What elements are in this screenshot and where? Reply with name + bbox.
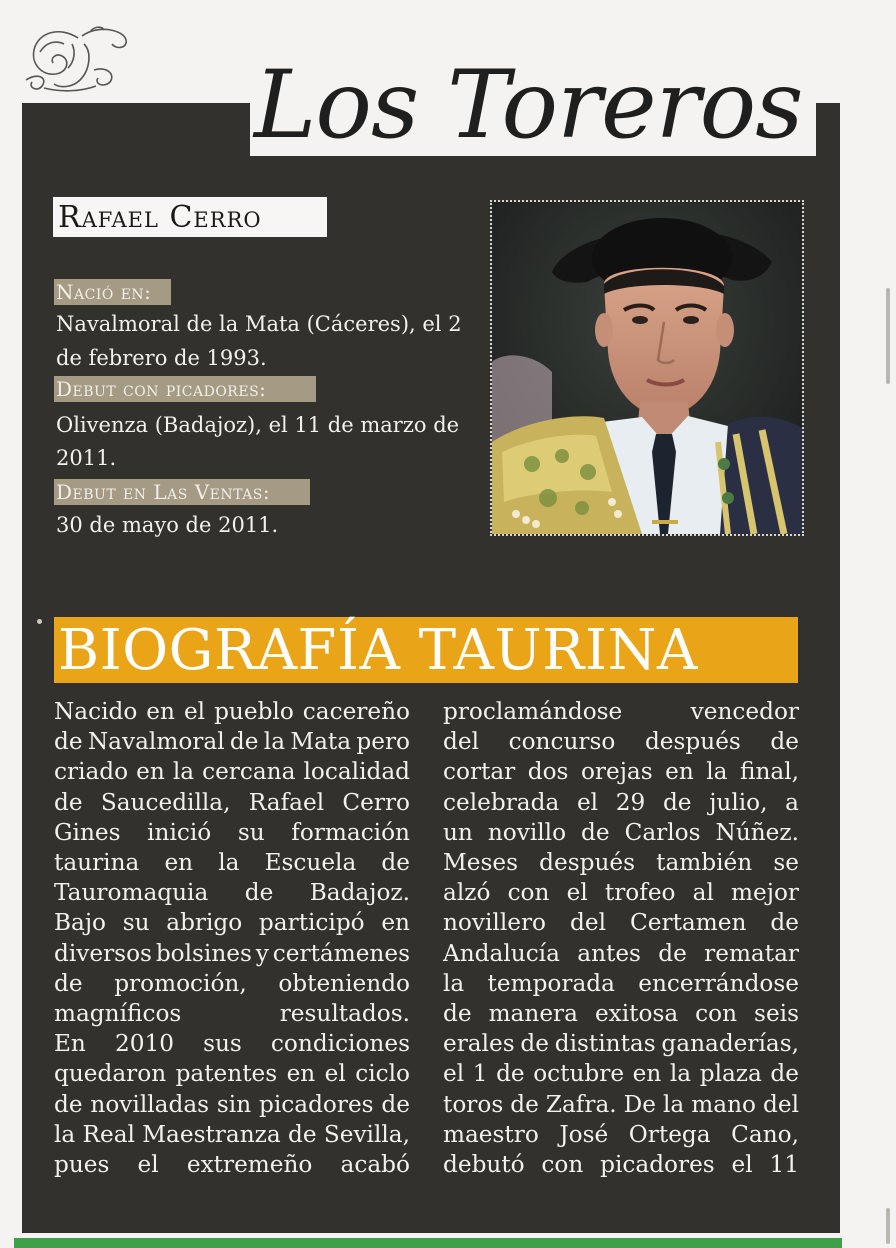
biography-line: En 2010 sus condiciones xyxy=(54,1030,410,1058)
biography-line: pues el extremeño acabó xyxy=(54,1151,410,1179)
biography-line: erales de distintas ganaderías, xyxy=(443,1030,799,1058)
label-debut-picadores: Debut con picadores: xyxy=(56,377,267,401)
biography-line: maestro José Ortega Cano, xyxy=(443,1120,799,1148)
value-birthplace-line1: Navalmoral de la Mata (Cáceres), el 2 xyxy=(56,312,462,336)
biography-line: Meses después también se xyxy=(443,849,799,877)
value-debut-picadores-line1: Olivenza (Badajoz), el 11 de marzo de xyxy=(56,413,460,437)
biography-line: de promoción, obteniendo xyxy=(54,969,410,997)
biography-line: la Real Maestranza de Sevilla, xyxy=(54,1120,410,1148)
staple-bottom xyxy=(886,1208,890,1244)
bullfighter-portrait xyxy=(490,200,804,536)
biography-line: debutó con picadores el 11 xyxy=(443,1151,799,1179)
biography-line: Nacido en el pueblo cacereño xyxy=(54,698,410,725)
biography-line: el 1 de octubre en la plaza de xyxy=(443,1060,799,1088)
label-birthplace: Nació en: xyxy=(56,280,152,304)
biography-heading: BIOGRAFÍA TAURINA xyxy=(58,618,698,683)
biography-line: de manera exitosa con seis xyxy=(443,1000,799,1028)
value-debut-ventas: 30 de mayo de 2011. xyxy=(56,513,279,537)
biography-line: toros de Zafra. De la mano del xyxy=(443,1090,799,1118)
biography-line: la temporada encerrándose xyxy=(443,969,799,997)
biography-line: novillero del Certamen de xyxy=(443,909,799,937)
biography-line: quedaron patentes en el ciclo xyxy=(54,1060,410,1088)
biography-line: Bajo su abrigo participó en xyxy=(54,909,410,937)
portrait-illustration xyxy=(492,202,802,534)
biography-line: taurina en la Escuela de xyxy=(54,849,410,877)
biography-line: magníficos resultados. xyxy=(54,1000,410,1028)
biography-line: un novillo de Carlos Núñez. xyxy=(443,818,799,846)
biography-line: del concurso después de xyxy=(443,728,799,756)
biography-left-column xyxy=(54,697,410,1180)
torero-name: Rafael Cerro xyxy=(58,200,262,235)
biography-line: Andalucía antes de rematar xyxy=(443,939,799,967)
biography-line: diversos bolsines y certámenes xyxy=(54,939,410,967)
biography-right-column xyxy=(443,697,799,1180)
biography-line: Tauromaquia de Badajoz. xyxy=(54,879,410,907)
biography-line: de Saucedilla, Rafael Cerro xyxy=(54,788,410,816)
label-debut-ventas: Debut en Las Ventas: xyxy=(56,480,271,504)
biography-line: de novilladas sin picadores de xyxy=(54,1090,410,1118)
staple-top xyxy=(886,288,890,384)
biography-line: criado en la cercana localidad xyxy=(54,758,410,786)
footer-strip xyxy=(14,1238,842,1248)
biography-line: cortar dos orejas en la final, xyxy=(443,758,799,786)
page-title: Los Toreros xyxy=(254,51,803,160)
biography-line: Gines inició su formación xyxy=(54,818,410,846)
biography-line: proclamándose vencedor xyxy=(443,698,799,725)
flourish-ornament-icon xyxy=(20,22,132,94)
value-debut-picadores-line2: 2011. xyxy=(56,446,117,470)
biography-line: celebrada el 29 de julio, a xyxy=(443,788,799,816)
biography-line: de Navalmoral de la Mata pero xyxy=(54,728,410,756)
biography-line: alzó con el trofeo al mejor xyxy=(443,879,799,907)
value-birthplace-line2: de febrero de 1993. xyxy=(56,346,267,370)
bullet-dot xyxy=(37,619,42,624)
